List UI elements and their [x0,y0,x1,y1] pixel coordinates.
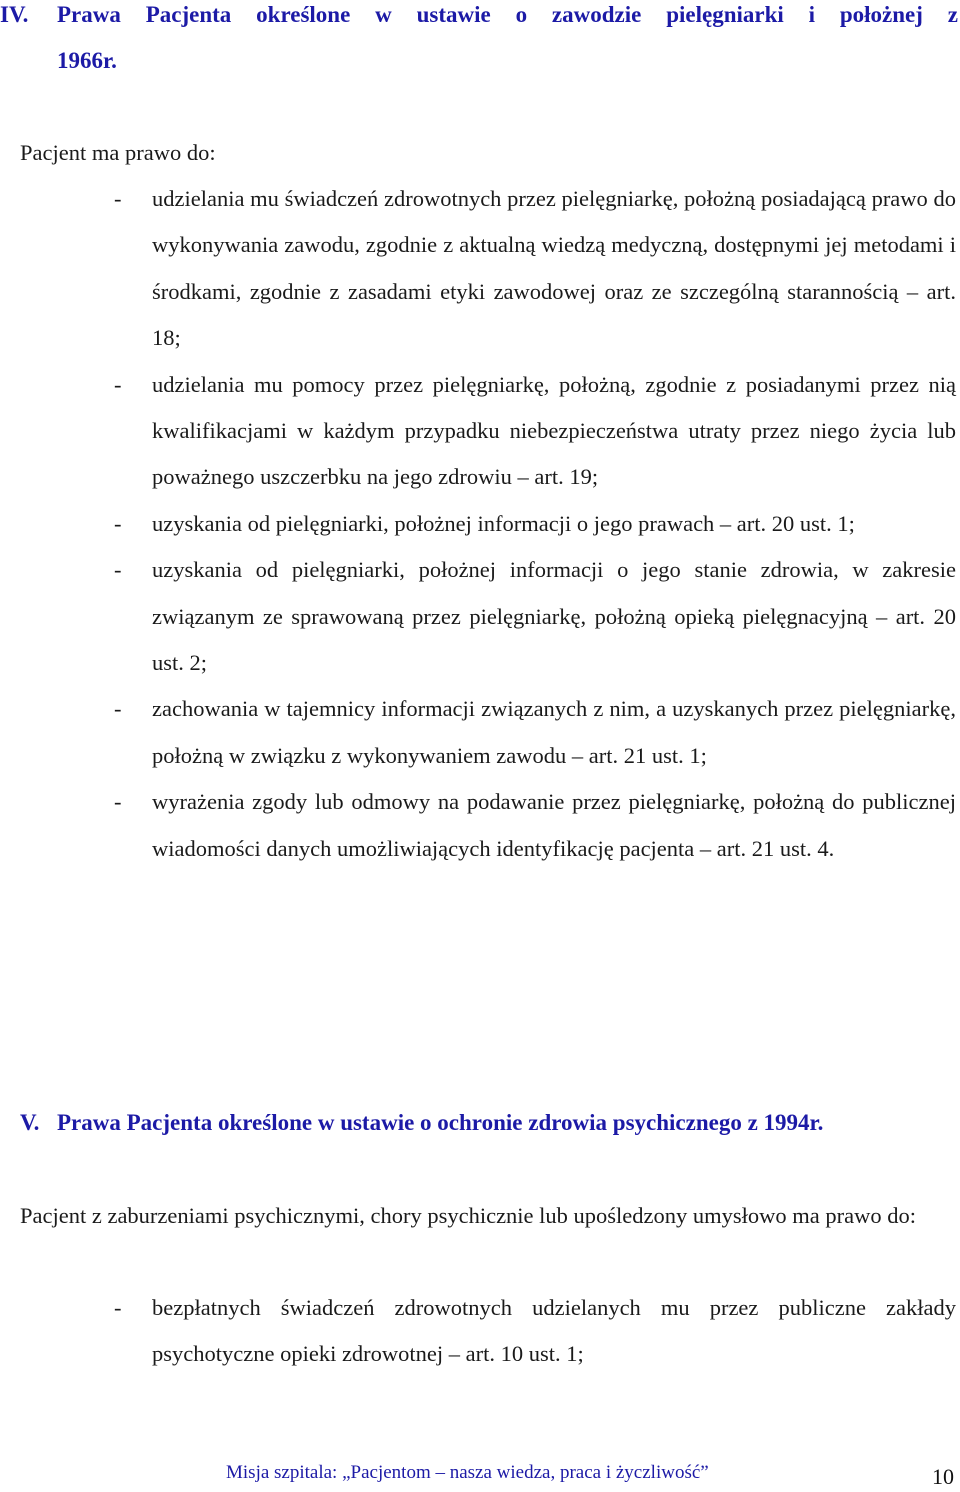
section-4-intro: Pacjent ma prawo do: [20,140,216,165]
section-5-heading [0,1100,958,1146]
section-5-number: V. [20,1110,40,1135]
list-item: - udzielania mu pomocy przez pielęgniarkę, położną, zgodnie z posiadanymi przez nią kwalifikacjami w każdym przypadku niebezpieczeństwa utraty przez niego życia lub poważnego uszczerbku na jego zdrowiu – art. 19; [114,371,956,490]
list-item: - uzyskania od pielęgniarki, położnej informacji o jego stanie zdrowia, w zakresie związanym ze sprawowaną przez pielęgniarkę, położną opieką pielęgnacyjną – art. 20 ust. 2; [114,557,956,676]
section-4-title-line-1: Prawa Pacjenta określone w ustawie o zawodzie pielęgniarki i położnej z [57,2,958,27]
section-4-heading [0,0,958,84]
section-5-title: Prawa Pacjenta określone w ustawie o ochronie zdrowia psychicznego z 1994r. [57,1110,824,1135]
page-footer [0,1462,960,1492]
section-4-rights-list [20,176,956,872]
section-5-rights-list [20,1285,956,1378]
section-5-intro: Pacjent z zaburzeniami psychicznymi, chory psychicznie lub upośledzony umysłowo ma prawo do: [20,1203,917,1228]
list-item: - zachowania w tajemnicy informacji związanych z nim, a uzyskanych przez pielęgniarkę, położną w związku z wykonywaniem zawodu – art. 21 ust. 1; [114,696,956,768]
list-item: - bezpłatnych świadczeń zdrowotnych udzielanych mu przez publiczne zakłady psychotyczne opieki zdrowotnej – art. 10 ust. 1; [114,1295,956,1367]
list-item: - wyrażenia zgody lub odmowy na podawanie przez pielęgniarkę, położną do publicznej wiadomości danych umożliwiających identyfikację pacjenta – art. 21 ust. 4. [114,789,956,861]
page-number: 10 [932,1464,954,1489]
list-item: - udzielania mu świadczeń zdrowotnych przez pielęgniarkę, położną posiadającą prawo do wykonywania zawodu, zgodnie z aktualną wiedzą medyczną, dostępnymi jej metodami i środkami, zgodnie z zasadami etyki zawodowej oraz ze szczególną starannością – art. 18; [114,186,956,351]
list-item: - uzyskania od pielęgniarki, położnej informacji o jego prawach – art. 20 ust. 1; [114,510,855,536]
footer-motto: Misja szpitala: „Pacjentom – nasza wiedza, praca i życzliwość” [226,1462,709,1483]
section-4-number: IV. [0,2,29,27]
section-4-title-line-2: 1966r. [57,48,117,73]
